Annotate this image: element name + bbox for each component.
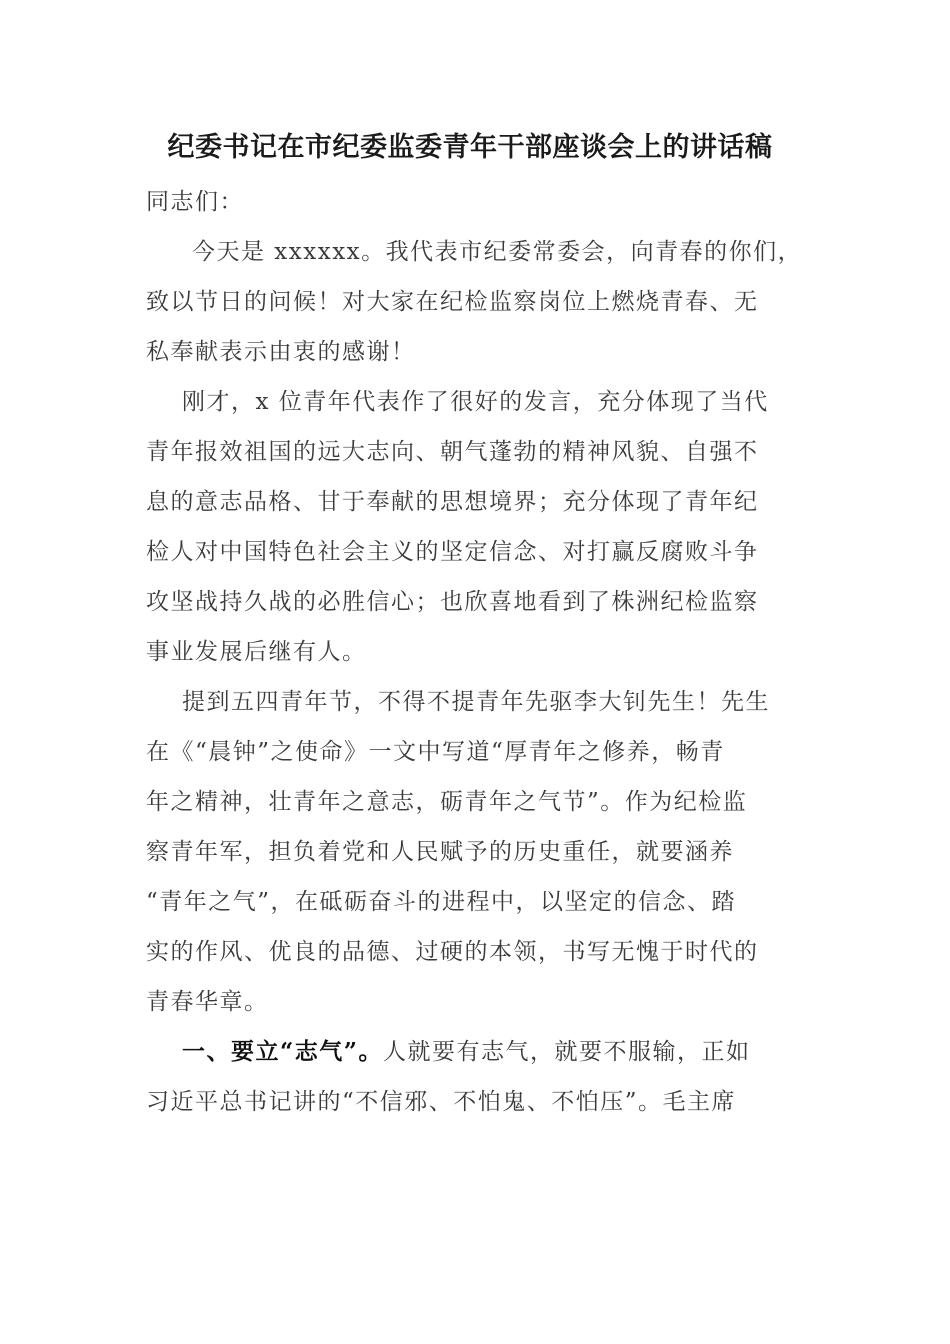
paragraph-line: 年之精神，壮青年之意志，砺青年之气节”。作为纪检监 [146, 789, 748, 815]
document-body [146, 177, 806, 1127]
paragraph-line: 检人对中国特色社会主义的坚定信念、对打赢反腐败斗争 [146, 539, 759, 565]
section-heading: 一、要立“志气”。 [182, 1038, 383, 1065]
section-first-line [146, 1027, 806, 1077]
paragraph-line: 实的作风、优良的品德、过硬的本领，书写无愧于时代的 [146, 939, 759, 965]
paragraph-1 [146, 227, 806, 377]
paragraph-line: 今天是 xxxxxx。我代表市纪委常委会，向青春的你们， [192, 239, 803, 265]
paragraph-line: 攻坚战持久战的必胜信心；也欣喜地看到了株洲纪检监察 [146, 589, 759, 615]
paragraph-line: 私奉献表示由衷的感谢！ [146, 339, 416, 365]
paragraph-2 [146, 377, 806, 677]
paragraph-line: 事业发展后继有人。 [146, 639, 367, 665]
paragraph-line: 察青年军，担负着党和人民赋予的历史重任，就要涵养 [146, 839, 734, 865]
paragraph-line: 习近平总书记讲的“不信邪、不怕鬼、不怕压”。毛主席 [146, 1089, 737, 1115]
paragraph-line: 刚才，x 位青年代表作了很好的发言，充分体现了当代 [182, 389, 769, 415]
section-text: 人就要有志气，就要不服输，正如 [382, 1039, 751, 1065]
salutation: 同志们： [146, 189, 244, 215]
paragraph-3 [146, 677, 806, 1027]
paragraph-line: 息的意志品格、甘于奉献的思想境界；充分体现了青年纪 [146, 489, 759, 515]
paragraph-line: 致以节日的问候！对大家在纪检监察岗位上燃烧青春、无 [146, 289, 759, 315]
document-title: 纪委书记在市纪委监委青年干部座谈会上的讲话稿 [167, 132, 773, 163]
paragraph-line: 青春华章。 [146, 989, 269, 1015]
section-1 [146, 1027, 806, 1127]
paragraph-line: “青年之气”，在砥砺奋斗的进程中，以坚定的信念、踏 [146, 889, 737, 915]
paragraph-line: 青年报效祖国的远大志向、朝气蓬勃的精神风貌、自强不 [146, 439, 759, 465]
paragraph-line: 提到五四青年节，不得不提青年先驱李大钊先生！先生 [182, 689, 770, 715]
paragraph-line: 在《“晨钟”之使命》一文中写道“厚青年之修养，畅青 [146, 739, 725, 765]
